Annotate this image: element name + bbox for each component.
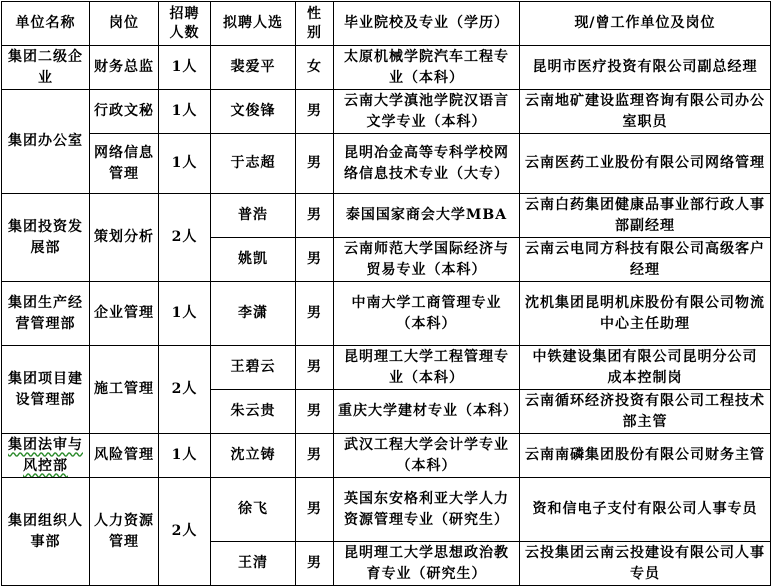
cell-school: 英国东安格利亚大学人力资源管理专业（研究生） bbox=[334, 478, 520, 542]
cell-job: 云南医药工业股份有限公司网络管理 bbox=[520, 134, 771, 194]
cell-gender: 男 bbox=[296, 542, 334, 586]
cell-gender: 女 bbox=[296, 46, 334, 90]
cell-unit: 集团生产经营管理部 bbox=[2, 282, 90, 346]
cell-job: 资和信电子支付有限公司人事专员 bbox=[520, 478, 771, 542]
cell-count: 1人 bbox=[159, 434, 211, 478]
cell-gender: 男 bbox=[296, 390, 334, 434]
cell-unit: 集团投资发展部 bbox=[2, 194, 90, 282]
cell-count: 1人 bbox=[159, 46, 211, 90]
cell-job: 昆明市医疗投资有限公司副总经理 bbox=[520, 46, 771, 90]
cell-gender: 男 bbox=[296, 434, 334, 478]
cell-unit: 集团法审与风控部 bbox=[2, 434, 90, 478]
cell-person: 普浩 bbox=[211, 194, 296, 238]
cell-job: 沈机集团昆明机床股份有限公司物流中心主任助理 bbox=[520, 282, 771, 346]
cell-job: 云投集团云南云投建设有限公司人事专员 bbox=[520, 542, 771, 586]
cell-post: 风险管理 bbox=[90, 434, 159, 478]
cell-person: 裴爱平 bbox=[211, 46, 296, 90]
cell-unit: 集团二级企业 bbox=[2, 46, 90, 90]
cell-job: 云南云电同方科技有限公司高级客户经理 bbox=[520, 238, 771, 282]
cell-unit: 集团组织人事部 bbox=[2, 478, 90, 586]
cell-person: 徐飞 bbox=[211, 478, 296, 542]
table-row bbox=[2, 194, 771, 238]
cell-job: 云南南磷集团股份有限公司财务主管 bbox=[520, 434, 771, 478]
cell-post: 企业管理 bbox=[90, 282, 159, 346]
cell-post: 策划分析 bbox=[90, 194, 159, 282]
header-person: 拟聘人选 bbox=[211, 2, 296, 46]
table-row bbox=[2, 346, 771, 390]
cell-person: 文俊锋 bbox=[211, 90, 296, 134]
cell-count: 2人 bbox=[159, 478, 211, 586]
cell-count: 1人 bbox=[159, 134, 211, 194]
cell-gender: 男 bbox=[296, 346, 334, 390]
table-row bbox=[2, 478, 771, 542]
cell-school: 武汉工程大学会计学专业（本科） bbox=[334, 434, 520, 478]
cell-school: 云南师范大学国际经济与贸易专业（本科） bbox=[334, 238, 520, 282]
cell-person: 沈立铸 bbox=[211, 434, 296, 478]
header-school: 毕业院校及专业（学历） bbox=[334, 2, 520, 46]
cell-school: 昆明理工大学思想政治教育专业（研究生） bbox=[334, 542, 520, 586]
cell-count: 2人 bbox=[159, 346, 211, 434]
cell-count: 1人 bbox=[159, 282, 211, 346]
cell-gender: 男 bbox=[296, 194, 334, 238]
cell-person: 朱云贵 bbox=[211, 390, 296, 434]
header-post: 岗位 bbox=[90, 2, 159, 46]
cell-post: 行政文秘 bbox=[90, 90, 159, 134]
recruitment-table bbox=[1, 1, 771, 586]
cell-school: 重庆大学建材专业（本科） bbox=[334, 390, 520, 434]
header-job: 现/曾工作单位及岗位 bbox=[520, 2, 771, 46]
cell-post: 施工管理 bbox=[90, 346, 159, 434]
table-row bbox=[2, 90, 771, 134]
cell-gender: 男 bbox=[296, 478, 334, 542]
cell-job: 云南白药集团健康品事业部行政人事部副经理 bbox=[520, 194, 771, 238]
table-row bbox=[2, 282, 771, 346]
cell-gender: 男 bbox=[296, 238, 334, 282]
cell-person: 李潇 bbox=[211, 282, 296, 346]
header-unit: 单位名称 bbox=[2, 2, 90, 46]
cell-gender: 男 bbox=[296, 134, 334, 194]
cell-post: 人力资源管理 bbox=[90, 478, 159, 586]
cell-post: 财务总监 bbox=[90, 46, 159, 90]
header-row bbox=[2, 2, 771, 46]
cell-school: 泰国国家商会大学MBA bbox=[334, 194, 520, 238]
cell-unit: 集团项目建设管理部 bbox=[2, 346, 90, 434]
table-row bbox=[2, 434, 771, 478]
cell-job: 中铁建设集团有限公司昆明分公司 成本控制岗 bbox=[520, 346, 771, 390]
cell-school: 中南大学工商管理专业（本科） bbox=[334, 282, 520, 346]
cell-post: 网络信息管理 bbox=[90, 134, 159, 194]
cell-gender: 男 bbox=[296, 90, 334, 134]
cell-job: 云南地矿建设监理咨询有限公司办公室职员 bbox=[520, 90, 771, 134]
cell-gender: 男 bbox=[296, 282, 334, 346]
cell-person: 王碧云 bbox=[211, 346, 296, 390]
table-row bbox=[2, 46, 771, 90]
cell-count: 1人 bbox=[159, 90, 211, 134]
header-count: 招聘人数 bbox=[159, 2, 211, 46]
cell-school: 云南大学滇池学院汉语言文学专业（本科） bbox=[334, 90, 520, 134]
cell-job: 云南循环经济投资有限公司工程技术部主管 bbox=[520, 390, 771, 434]
cell-school: 太原机械学院汽车工程专业（本科） bbox=[334, 46, 520, 90]
cell-person: 姚凯 bbox=[211, 238, 296, 282]
header-gender: 性别 bbox=[296, 2, 334, 46]
cell-unit: 集团办公室 bbox=[2, 90, 90, 194]
table-row bbox=[2, 134, 771, 194]
cell-person: 于志超 bbox=[211, 134, 296, 194]
cell-school: 昆明冶金高等专科学校网络信息技术专业（大专） bbox=[334, 134, 520, 194]
cell-count: 2人 bbox=[159, 194, 211, 282]
cell-school: 昆明理工大学工程管理专业（本科） bbox=[334, 346, 520, 390]
cell-person: 王清 bbox=[211, 542, 296, 586]
